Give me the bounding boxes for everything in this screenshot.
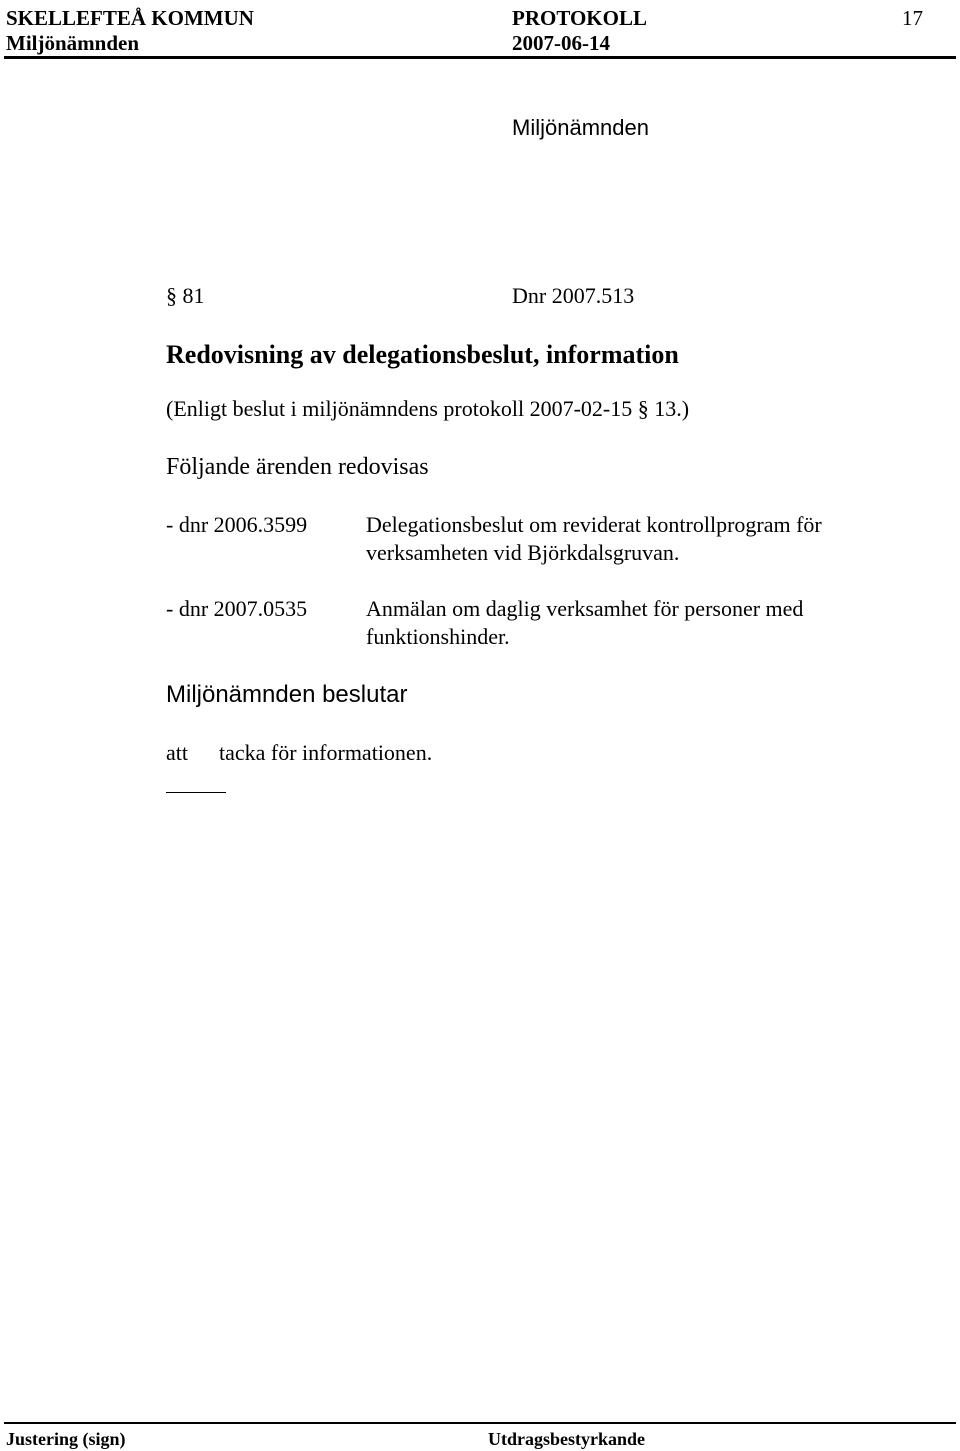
matter-description-cont: funktionshinder. — [366, 624, 510, 649]
page-number: 17 — [902, 6, 923, 30]
footer-divider — [4, 1422, 956, 1424]
matters-heading: Följande ärenden redovisas — [166, 454, 429, 480]
end-of-section-line — [166, 792, 226, 793]
matter-description-cont: verksamheten vid Björkdalsgruvan. — [366, 540, 680, 565]
matter-dnr: - dnr 2006.3599 — [166, 512, 308, 537]
footer-justering: Justering (sign) — [6, 1429, 126, 1449]
matter-description: Delegationsbeslut om reviderat kontrollprogram för — [366, 512, 822, 537]
matter-dnr: - dnr 2007.0535 — [166, 596, 308, 621]
header-committee: Miljönämnden — [6, 31, 140, 55]
header-doc-type: PROTOKOLL — [512, 6, 647, 30]
decision-att: att — [166, 740, 188, 765]
header-organization: SKELLEFTEÅ KOMMUN — [6, 6, 254, 30]
decision-text: tacka för informationen. — [219, 740, 433, 765]
paragraph-ref: § 81 — [166, 283, 205, 308]
matter-description: Anmälan om daglig verksamhet för personer med — [366, 596, 804, 621]
page-title: Redovisning av delegationsbeslut, information — [166, 340, 679, 369]
footer-utdragsbestyrkande: Utdragsbestyrkande — [488, 1429, 646, 1449]
decision-heading: Miljönämnden beslutar — [166, 681, 408, 708]
header-date: 2007-06-14 — [512, 31, 610, 55]
header-divider — [4, 56, 956, 59]
committee-heading: Miljönämnden — [512, 115, 649, 140]
dnr-number: Dnr 2007.513 — [512, 283, 635, 308]
reference-note: (Enligt beslut i miljönämndens protokoll 2007-02-15 § 13.) — [166, 396, 690, 421]
